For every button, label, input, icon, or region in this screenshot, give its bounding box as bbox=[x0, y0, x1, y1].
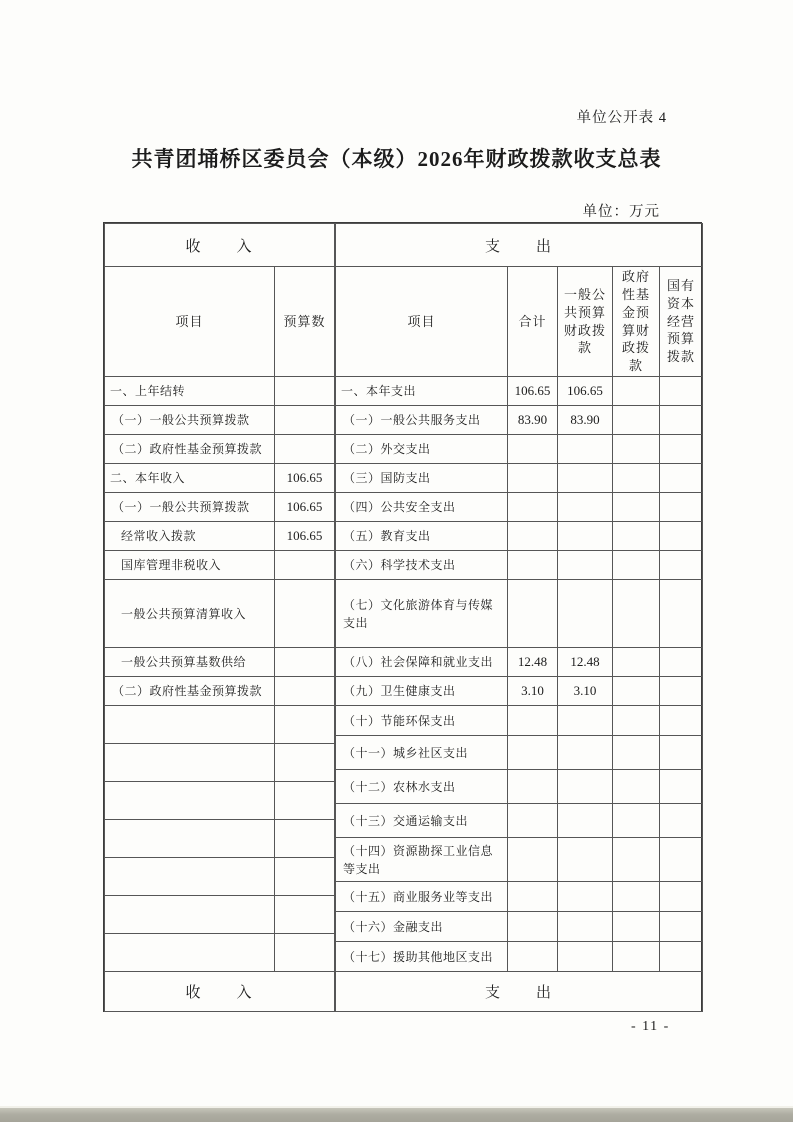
income-budget-cell bbox=[275, 580, 335, 648]
expenditure-total-cell bbox=[508, 464, 558, 493]
expenditure-general-budget-cell bbox=[558, 736, 613, 770]
expenditure-gov-fund-cell bbox=[613, 912, 660, 942]
income-budget-cell: 106.65 bbox=[275, 493, 335, 522]
income-budget-cell bbox=[275, 377, 335, 406]
expenditure-row bbox=[336, 804, 703, 838]
expenditure-total-cell bbox=[508, 912, 558, 942]
expenditure-row bbox=[336, 493, 703, 522]
expenditure-row bbox=[336, 677, 703, 706]
expenditure-item-cell: 一、本年支出 bbox=[336, 377, 508, 406]
income-budget-cell bbox=[275, 406, 335, 435]
expenditure-item-cell: （一）一般公共服务支出 bbox=[336, 406, 508, 435]
unit-note: 单位：万元 bbox=[582, 204, 660, 220]
income-item-cell: 一、上年结转 bbox=[105, 377, 275, 406]
income-budget-cell bbox=[275, 677, 335, 706]
expenditure-general-budget-cell bbox=[558, 838, 613, 882]
income-budget-cell bbox=[275, 934, 335, 972]
income-budget-cell bbox=[275, 551, 335, 580]
expenditure-gov-fund-cell bbox=[613, 435, 660, 464]
expenditure-item-cell: （五）教育支出 bbox=[336, 522, 508, 551]
income-row bbox=[105, 493, 335, 522]
expenditure-general-budget-cell bbox=[558, 770, 613, 804]
expenditure-gov-fund-cell bbox=[613, 406, 660, 435]
expenditure-general-budget-cell: 106.65 bbox=[558, 377, 613, 406]
expenditure-general-budget-cell bbox=[558, 435, 613, 464]
income-budget-cell bbox=[275, 896, 335, 934]
page-number: - 11 - bbox=[631, 1019, 670, 1034]
income-row bbox=[105, 896, 335, 934]
expenditure-item-cell: （六）科学技术支出 bbox=[336, 551, 508, 580]
expenditure-total-cell: 12.48 bbox=[508, 648, 558, 677]
expenditure-general-budget-cell bbox=[558, 551, 613, 580]
income-header-row bbox=[105, 267, 335, 377]
expenditure-gov-fund-cell bbox=[613, 770, 660, 804]
expenditure-row bbox=[336, 464, 703, 493]
expenditure-state-capital-cell bbox=[660, 580, 703, 648]
expenditure-item-header: 项目 bbox=[336, 267, 508, 377]
expenditure-general-budget-cell: 12.48 bbox=[558, 648, 613, 677]
expenditure-row bbox=[336, 882, 703, 912]
income-item-cell bbox=[105, 896, 275, 934]
expenditure-general-budget-cell: 3.10 bbox=[558, 677, 613, 706]
expenditure-row bbox=[336, 942, 703, 972]
income-item-cell: 经常收入拨款 bbox=[105, 522, 275, 551]
income-budget-cell: 106.65 bbox=[275, 464, 335, 493]
expenditure-general-budget-cell bbox=[558, 706, 613, 736]
expenditure-gov-fund-cell bbox=[613, 736, 660, 770]
expenditure-state-capital-cell bbox=[660, 551, 703, 580]
income-row bbox=[105, 377, 335, 406]
expenditure-gov-fund-header: 政府性基金预算财政拨款 bbox=[613, 267, 660, 377]
expenditure-row bbox=[336, 706, 703, 736]
income-row bbox=[105, 858, 335, 896]
expenditure-gov-fund-cell bbox=[613, 706, 660, 736]
expenditure-item-cell: （十）节能环保支出 bbox=[336, 706, 508, 736]
income-row bbox=[105, 706, 335, 744]
expenditure-item-cell: （十四）资源勘探工业信息等支出 bbox=[336, 838, 508, 882]
expenditure-gov-fund-cell bbox=[613, 551, 660, 580]
income-item-cell bbox=[105, 744, 275, 782]
income-budget-cell bbox=[275, 858, 335, 896]
income-budget-cell bbox=[275, 648, 335, 677]
expenditure-total-cell: 106.65 bbox=[508, 377, 558, 406]
expenditure-total-cell bbox=[508, 770, 558, 804]
income-footer-banner: 收 入 bbox=[105, 972, 335, 1012]
doc-public-table-label: 单位公开表 4 bbox=[576, 110, 667, 126]
expenditure-section bbox=[335, 223, 703, 1012]
income-footer-row bbox=[105, 972, 335, 1012]
expenditure-item-cell: （三）国防支出 bbox=[336, 464, 508, 493]
income-row bbox=[105, 580, 335, 648]
income-item-cell bbox=[105, 820, 275, 858]
expenditure-item-cell: （七）文化旅游体育与传媒支出 bbox=[336, 580, 508, 648]
expenditure-header-row bbox=[336, 267, 703, 377]
expenditure-total-cell bbox=[508, 804, 558, 838]
income-budget-cell bbox=[275, 435, 335, 464]
expenditure-row bbox=[336, 406, 703, 435]
income-row bbox=[105, 435, 335, 464]
expenditure-total-cell bbox=[508, 942, 558, 972]
income-budget-cell bbox=[275, 706, 335, 744]
expenditure-item-cell: （十三）交通运输支出 bbox=[336, 804, 508, 838]
income-row bbox=[105, 782, 335, 820]
income-budget-cell bbox=[275, 744, 335, 782]
expenditure-item-cell: （八）社会保障和就业支出 bbox=[336, 648, 508, 677]
expenditure-state-capital-cell bbox=[660, 522, 703, 551]
income-row bbox=[105, 677, 335, 706]
income-budget-cell: 106.65 bbox=[275, 522, 335, 551]
income-row bbox=[105, 406, 335, 435]
expenditure-gov-fund-cell bbox=[613, 882, 660, 912]
expenditure-item-cell: （十一）城乡社区支出 bbox=[336, 736, 508, 770]
income-item-cell bbox=[105, 858, 275, 896]
expenditure-state-capital-cell bbox=[660, 648, 703, 677]
income-banner-row bbox=[105, 224, 335, 267]
expenditure-general-budget-cell bbox=[558, 580, 613, 648]
expenditure-state-capital-cell bbox=[660, 406, 703, 435]
expenditure-row bbox=[336, 522, 703, 551]
expenditure-gov-fund-cell bbox=[613, 648, 660, 677]
expenditure-footer-banner: 支 出 bbox=[336, 972, 703, 1012]
income-row bbox=[105, 464, 335, 493]
income-item-cell: 一般公共预算清算收入 bbox=[105, 580, 275, 648]
expenditure-gov-fund-cell bbox=[613, 838, 660, 882]
income-item-cell: 一般公共预算基数供给 bbox=[105, 648, 275, 677]
expenditure-row bbox=[336, 912, 703, 942]
expenditure-general-budget-cell bbox=[558, 522, 613, 551]
expenditure-state-capital-cell bbox=[660, 882, 703, 912]
expenditure-total-cell: 83.90 bbox=[508, 406, 558, 435]
expenditure-general-budget-cell bbox=[558, 882, 613, 912]
expenditure-item-cell: （二）外交支出 bbox=[336, 435, 508, 464]
expenditure-row bbox=[336, 580, 703, 648]
income-item-cell: 国库管理非税收入 bbox=[105, 551, 275, 580]
income-item-header: 项目 bbox=[105, 267, 275, 377]
expenditure-gov-fund-cell bbox=[613, 493, 660, 522]
expenditure-item-cell: （十六）金融支出 bbox=[336, 912, 508, 942]
expenditure-row bbox=[336, 377, 703, 406]
expenditure-total-cell bbox=[508, 551, 558, 580]
expenditure-banner: 支 出 bbox=[336, 224, 703, 267]
expenditure-body bbox=[336, 377, 703, 972]
expenditure-item-cell: （十二）农林水支出 bbox=[336, 770, 508, 804]
income-row bbox=[105, 820, 335, 858]
expenditure-state-capital-cell bbox=[660, 677, 703, 706]
income-item-cell bbox=[105, 706, 275, 744]
expenditure-state-capital-cell bbox=[660, 942, 703, 972]
expenditure-gov-fund-cell bbox=[613, 580, 660, 648]
income-item-cell: （二）政府性基金预算拨款 bbox=[105, 435, 275, 464]
expenditure-total-cell bbox=[508, 706, 558, 736]
expenditure-general-budget-cell bbox=[558, 912, 613, 942]
expenditure-gov-fund-cell bbox=[613, 942, 660, 972]
income-section bbox=[104, 223, 335, 1012]
income-item-cell: 二、本年收入 bbox=[105, 464, 275, 493]
expenditure-item-cell: （十七）援助其他地区支出 bbox=[336, 942, 508, 972]
income-budget-cell bbox=[275, 782, 335, 820]
expenditure-total-header: 合计 bbox=[508, 267, 558, 377]
expenditure-row bbox=[336, 770, 703, 804]
expenditure-total-cell bbox=[508, 580, 558, 648]
expenditure-general-budget-cell bbox=[558, 942, 613, 972]
expenditure-total-cell bbox=[508, 435, 558, 464]
expenditure-state-capital-cell bbox=[660, 736, 703, 770]
expenditure-general-budget-header: 一般公共预算财政拨款 bbox=[558, 267, 613, 377]
expenditure-gov-fund-cell bbox=[613, 804, 660, 838]
expenditure-general-budget-cell: 83.90 bbox=[558, 406, 613, 435]
expenditure-item-cell: （四）公共安全支出 bbox=[336, 493, 508, 522]
income-item-cell bbox=[105, 934, 275, 972]
expenditure-general-budget-cell bbox=[558, 804, 613, 838]
budget-summary-table bbox=[103, 222, 702, 1012]
income-row bbox=[105, 648, 335, 677]
income-banner: 收 入 bbox=[105, 224, 335, 267]
expenditure-state-capital-cell bbox=[660, 464, 703, 493]
income-item-cell: （一）一般公共预算拨款 bbox=[105, 406, 275, 435]
expenditure-gov-fund-cell bbox=[613, 377, 660, 406]
income-body bbox=[105, 377, 335, 972]
income-row bbox=[105, 934, 335, 972]
income-item-cell: （二）政府性基金预算拨款 bbox=[105, 677, 275, 706]
expenditure-banner-row bbox=[336, 224, 703, 267]
expenditure-row bbox=[336, 648, 703, 677]
expenditure-state-capital-header: 国有资本经营预算拨款 bbox=[660, 267, 703, 377]
income-budget-header: 预算数 bbox=[275, 267, 335, 377]
income-row bbox=[105, 522, 335, 551]
expenditure-total-cell bbox=[508, 736, 558, 770]
expenditure-total-cell: 3.10 bbox=[508, 677, 558, 706]
expenditure-state-capital-cell bbox=[660, 838, 703, 882]
scan-edge-artifact bbox=[0, 1106, 793, 1122]
income-row bbox=[105, 744, 335, 782]
expenditure-total-cell bbox=[508, 493, 558, 522]
page-title: 共青团埇桥区委员会（本级）2026年财政拨款收支总表 bbox=[131, 147, 662, 171]
expenditure-total-cell bbox=[508, 838, 558, 882]
expenditure-item-cell: （十五）商业服务业等支出 bbox=[336, 882, 508, 912]
expenditure-gov-fund-cell bbox=[613, 522, 660, 551]
income-budget-cell bbox=[275, 820, 335, 858]
expenditure-general-budget-cell bbox=[558, 493, 613, 522]
expenditure-footer-row bbox=[336, 972, 703, 1012]
expenditure-gov-fund-cell bbox=[613, 677, 660, 706]
income-item-cell: （一）一般公共预算拨款 bbox=[105, 493, 275, 522]
income-row bbox=[105, 551, 335, 580]
expenditure-general-budget-cell bbox=[558, 464, 613, 493]
expenditure-gov-fund-cell bbox=[613, 464, 660, 493]
expenditure-state-capital-cell bbox=[660, 493, 703, 522]
expenditure-total-cell bbox=[508, 522, 558, 551]
expenditure-item-cell: （九）卫生健康支出 bbox=[336, 677, 508, 706]
expenditure-state-capital-cell bbox=[660, 377, 703, 406]
expenditure-state-capital-cell bbox=[660, 706, 703, 736]
expenditure-row bbox=[336, 435, 703, 464]
expenditure-state-capital-cell bbox=[660, 435, 703, 464]
expenditure-row bbox=[336, 838, 703, 882]
expenditure-state-capital-cell bbox=[660, 912, 703, 942]
expenditure-row bbox=[336, 551, 703, 580]
expenditure-total-cell bbox=[508, 882, 558, 912]
expenditure-state-capital-cell bbox=[660, 804, 703, 838]
expenditure-state-capital-cell bbox=[660, 770, 703, 804]
income-item-cell bbox=[105, 782, 275, 820]
expenditure-row bbox=[336, 736, 703, 770]
